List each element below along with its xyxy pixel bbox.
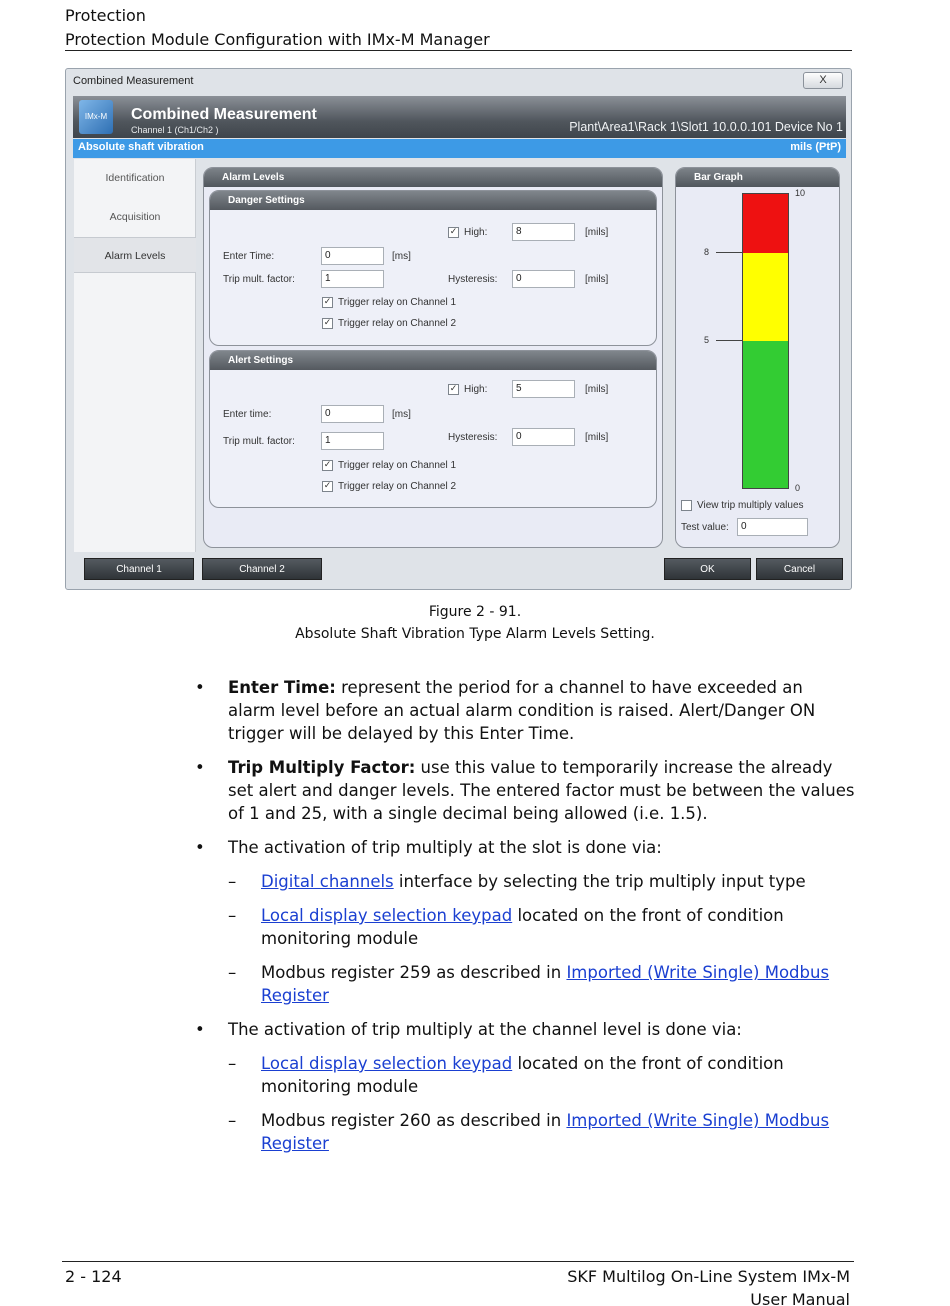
trip-multiply-description: use this value to temporarily increase the already set alert and danger levels. The entered factor must be between the values of 1 and 25, with a single decimal being allowed (i.e. 1.5). (228, 758, 855, 823)
combined-measurement-window (65, 68, 852, 590)
alert-high-unit: [mils] (585, 384, 609, 395)
sidebar-nav (74, 159, 196, 552)
tick-10: 10 (795, 188, 806, 198)
dash-marker: – (228, 1054, 237, 1073)
alert-enter-time-input[interactable]: 0 (321, 405, 384, 423)
tick-0: 0 (795, 483, 801, 493)
danger-enter-time-input[interactable]: 0 (321, 247, 384, 265)
alert-relay2-checkbox[interactable]: ✓ (323, 481, 332, 491)
alert-enter-time-unit: [ms] (392, 409, 411, 420)
bar-graph-title: Bar Graph (676, 168, 839, 187)
digital-channels-link[interactable]: Digital channels (261, 872, 394, 891)
dash-marker: – (228, 963, 237, 982)
danger-relay1-label: Trigger relay on Channel 1 (338, 297, 457, 308)
alert-high-checkbox[interactable]: ✓ (449, 384, 458, 394)
keypad-link[interactable]: Local display selection keypad (261, 906, 513, 925)
digital-channels-text: interface by selecting the trip multiply input type (393, 872, 806, 891)
bullet-marker: • (195, 838, 205, 857)
alert-relay2-label: Trigger relay on Channel 2 (338, 481, 457, 492)
cancel-button[interactable]: Cancel (756, 558, 843, 580)
danger-settings-group (209, 190, 657, 346)
figure-number: Figure 2 - 91. (428, 604, 522, 620)
modbus-register-link[interactable]: Imported (Write Single) Modbus Register (261, 963, 830, 1005)
danger-high-unit: [mils] (585, 227, 609, 238)
dash-marker: – (228, 1111, 237, 1130)
header-rule (65, 50, 852, 51)
bullet-marker: • (195, 758, 205, 777)
channel2-button[interactable]: Channel 2 (202, 558, 322, 580)
enter-time-description: represent the period for a channel to have exceeded an alarm level before an actual alarm condition is raised. Alert/Danger ON trigger will be delayed by this Enter Time. (228, 678, 816, 743)
nav-acquisition[interactable]: Acquisition (109, 211, 161, 223)
alert-relay1-checkbox[interactable]: ✓ (323, 460, 332, 470)
nav-identification[interactable]: Identification (105, 172, 165, 184)
danger-zone-bar (743, 194, 788, 253)
bar-graph-frame (742, 193, 789, 489)
danger-relay2-checkbox[interactable]: ✓ (323, 318, 332, 328)
ok-zone-bar (743, 341, 788, 488)
bullet-marker: • (195, 1020, 205, 1039)
bar-graph-panel (675, 167, 840, 548)
ok-button[interactable]: OK (664, 558, 751, 580)
danger-enter-time-unit: [ms] (392, 251, 411, 262)
alarm-levels-panel (203, 167, 663, 548)
alert-enter-time-label: Enter time: (223, 409, 272, 420)
header-chapter: Protection Module Configuration with IMx-M Manager (65, 30, 490, 49)
bullet-marker: • (195, 678, 205, 697)
measurement-type: Absolute shaft vibration (78, 141, 204, 153)
term-trip-multiply: Trip Multiply Factor: (228, 758, 416, 777)
alert-zone-bar (743, 253, 788, 341)
danger-enter-time-label: Enter Time: (223, 251, 275, 262)
modbus-register-link[interactable]: Imported (Write Single) Modbus Register (261, 1111, 830, 1153)
sub-item-keypad-channel (195, 1052, 855, 1098)
sub-item-digital-channels (195, 870, 855, 893)
alert-high-input[interactable]: 5 (512, 380, 575, 398)
measurement-type-bar (73, 139, 846, 158)
keypad-text: located on the front of condition monitoring module (261, 906, 784, 948)
dash-marker: – (228, 906, 237, 925)
body-text (195, 676, 855, 1166)
sub-item-modbus-260 (195, 1109, 855, 1155)
header-section: Protection (65, 6, 146, 25)
alert-hysteresis-label: Hysteresis: (448, 432, 498, 443)
nav-alarm-levels[interactable]: Alarm Levels (74, 237, 196, 273)
sub-item-keypad-slot (195, 904, 855, 950)
alert-high-label: High: (464, 384, 488, 395)
test-value-label: Test value: (681, 522, 729, 533)
danger-hysteresis-unit: [mils] (585, 274, 609, 285)
modbus-259-text: Modbus register 259 as described in (261, 963, 567, 982)
alert-relay1-label: Trigger relay on Channel 1 (338, 460, 457, 471)
tick-8: 8 (704, 247, 710, 257)
window-title: Combined Measurement (73, 75, 194, 87)
bullet-enter-time (195, 676, 855, 745)
danger-high-checkbox[interactable]: ✓ (449, 227, 458, 237)
modbus-260-text: Modbus register 260 as described in (261, 1111, 567, 1130)
keypad-link[interactable]: Local display selection keypad (261, 1054, 513, 1073)
banner-title: Combined Measurement (131, 106, 317, 123)
app-logo-icon: IMx-M (79, 100, 113, 134)
footer-rule (62, 1261, 854, 1262)
alert-settings-group (209, 350, 657, 508)
close-button[interactable]: X (803, 72, 843, 89)
page-number: 2 - 124 (65, 1267, 122, 1286)
dash-marker: – (228, 872, 237, 891)
slot-activation-text: The activation of trip multiply at the slot is done via: (228, 838, 662, 857)
device-path: Plant\Area1\Rack 1\Slot1 10.0.0.101 Device No 1 (569, 120, 843, 134)
channel-activation-text: The activation of trip multiply at the channel level is done via: (228, 1020, 742, 1039)
keypad-text: located on the front of condition monitoring module (261, 1054, 784, 1096)
view-trip-checkbox[interactable] (681, 500, 692, 511)
alert-settings-title: Alert Settings (210, 351, 656, 370)
footer-subtitle: User Manual (750, 1290, 850, 1306)
bullet-trip-multiply (195, 756, 855, 825)
units-label: mils (PtP) (790, 141, 841, 153)
sub-item-modbus-259 (195, 961, 855, 1007)
danger-hysteresis-input[interactable]: 0 (512, 270, 575, 288)
danger-relay1-checkbox[interactable]: ✓ (323, 297, 332, 307)
danger-trip-input[interactable]: 1 (321, 270, 384, 288)
alert-hysteresis-input[interactable]: 0 (512, 428, 575, 446)
test-value-input[interactable]: 0 (737, 518, 808, 536)
alert-trip-input[interactable]: 1 (321, 432, 384, 450)
figure-caption: Absolute Shaft Vibration Type Alarm Levels Setting. (295, 626, 655, 642)
alert-hysteresis-unit: [mils] (585, 432, 609, 443)
channel1-button[interactable]: Channel 1 (84, 558, 194, 580)
danger-hysteresis-label: Hysteresis: (448, 274, 498, 285)
tick-mark-8 (716, 252, 742, 253)
view-trip-label: View trip multiply values (697, 500, 804, 511)
alert-trip-label: Trip mult. factor: (223, 436, 295, 447)
term-enter-time: Enter Time: (228, 678, 336, 697)
banner-subtitle: Channel 1 (Ch1/Ch2 ) (131, 125, 219, 135)
danger-trip-label: Trip mult. factor: (223, 274, 295, 285)
bullet-slot-activation (195, 836, 855, 859)
danger-high-input[interactable]: 8 (512, 223, 575, 241)
tick-mark-5 (716, 340, 742, 341)
bullet-channel-activation (195, 1018, 855, 1041)
footer-title: SKF Multilog On-Line System IMx-M (567, 1267, 850, 1286)
danger-settings-title: Danger Settings (210, 191, 656, 210)
tick-5: 5 (704, 335, 710, 345)
alarm-levels-title: Alarm Levels (204, 168, 662, 187)
danger-high-label: High: (464, 227, 488, 238)
danger-relay2-label: Trigger relay on Channel 2 (338, 318, 457, 329)
banner (73, 96, 846, 138)
